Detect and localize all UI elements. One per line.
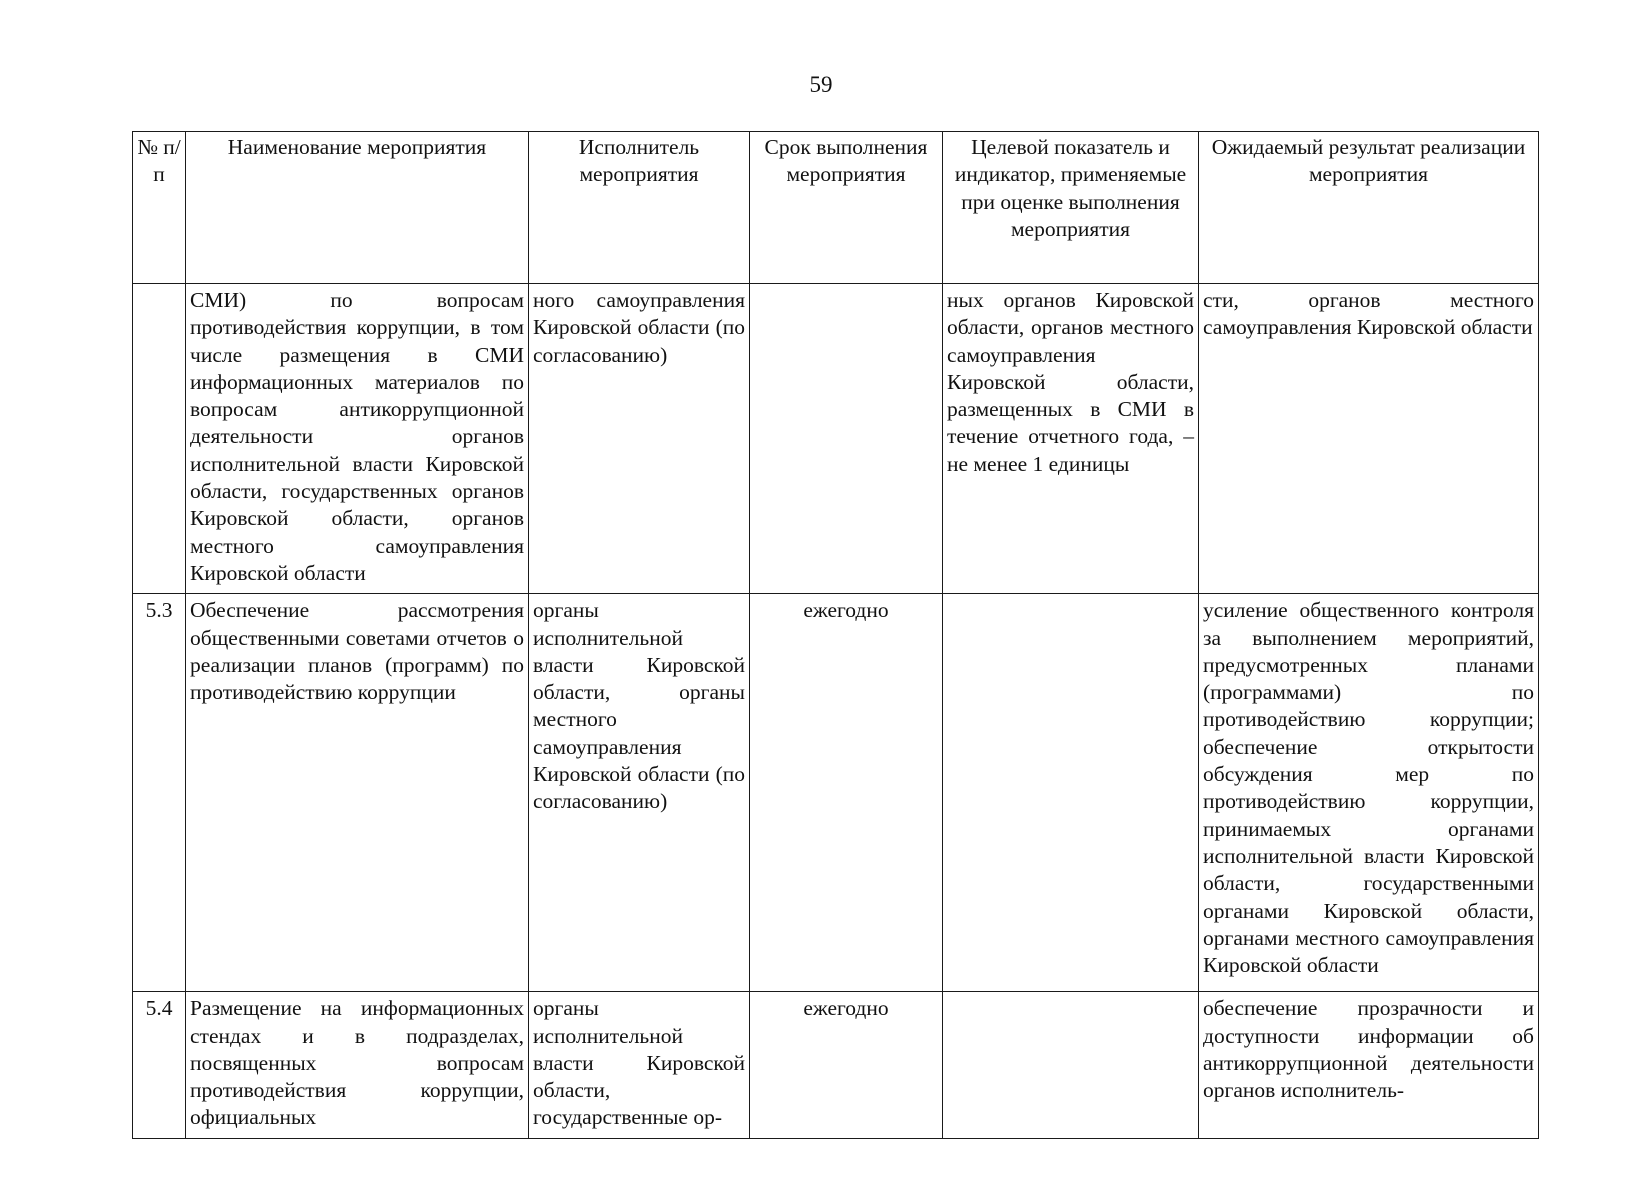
row-result: усиление общественного контроля за выполнением мероприятий, предусмотренных планами (программами) по противодействию коррупции; обеспечение открытости обсуждения мер по противодействию коррупции, принимаемых органами исполнительной власти Кировской области, государственными органами Кировской области, органами местного самоуправления Кировской области [1199,594,1539,992]
row-name: Размещение на информационных стендах и в подразделах, посвященных вопросам противодействия коррупции, официальных [186,992,529,1138]
row-number: 5.3 [133,594,186,992]
row-number [133,284,186,594]
action-plan-table [132,131,1539,1139]
row-result: обеспечение прозрачности и доступности информации об антикоррупционной деятельности органов исполнитель- [1199,992,1539,1138]
row-name: СМИ) по вопросам противодействия коррупции, в том числе размещения в СМИ информационных материалов по вопросам антикоррупционной деятельности органов исполнительной власти Кировской области, государственных органов Кировской области, органов местного самоуправления Кировской области [186,284,529,594]
row-deadline: ежегодно [750,992,943,1138]
row-indicator: ных органов Кировской области, органов местного самоуправления Кировской области, размещенных в СМИ в течение отчетного года, – не менее 1 единицы [943,284,1199,594]
table-row [133,992,1539,1138]
header-indicator: Целевой показатель и индикатор, применяемые при оценке выполнения мероприятия [943,132,1199,284]
row-name: Обеспечение рассмотрения общественными советами отчетов о реализации планов (программ) по противодействию коррупции [186,594,529,992]
table-row [133,284,1539,594]
page-number: 59 [809,72,833,97]
header-executor: Исполнитель мероприятия [529,132,750,284]
header-name: Наименование мероприятия [186,132,529,284]
header-deadline: Срок выполнения мероприятия [750,132,943,284]
row-executor: органы исполнительной власти Кировской области, государственные ор- [529,992,750,1138]
row-result: сти, органов местного самоуправления Кировской области [1199,284,1539,594]
header-result: Ожидаемый результат реализации мероприятия [1199,132,1539,284]
header-number: № п/п [133,132,186,284]
row-indicator [943,992,1199,1138]
row-executor: органы исполнительной власти Кировской области, органы местного самоуправления Кировской области (по согласованию) [529,594,750,992]
table-row [133,594,1539,992]
row-deadline: ежегодно [750,594,943,992]
row-deadline [750,284,943,594]
row-indicator [943,594,1199,992]
row-executor: ного самоуправления Кировской области (по согласованию) [529,284,750,594]
row-number: 5.4 [133,992,186,1138]
table-header-row [133,132,1539,284]
